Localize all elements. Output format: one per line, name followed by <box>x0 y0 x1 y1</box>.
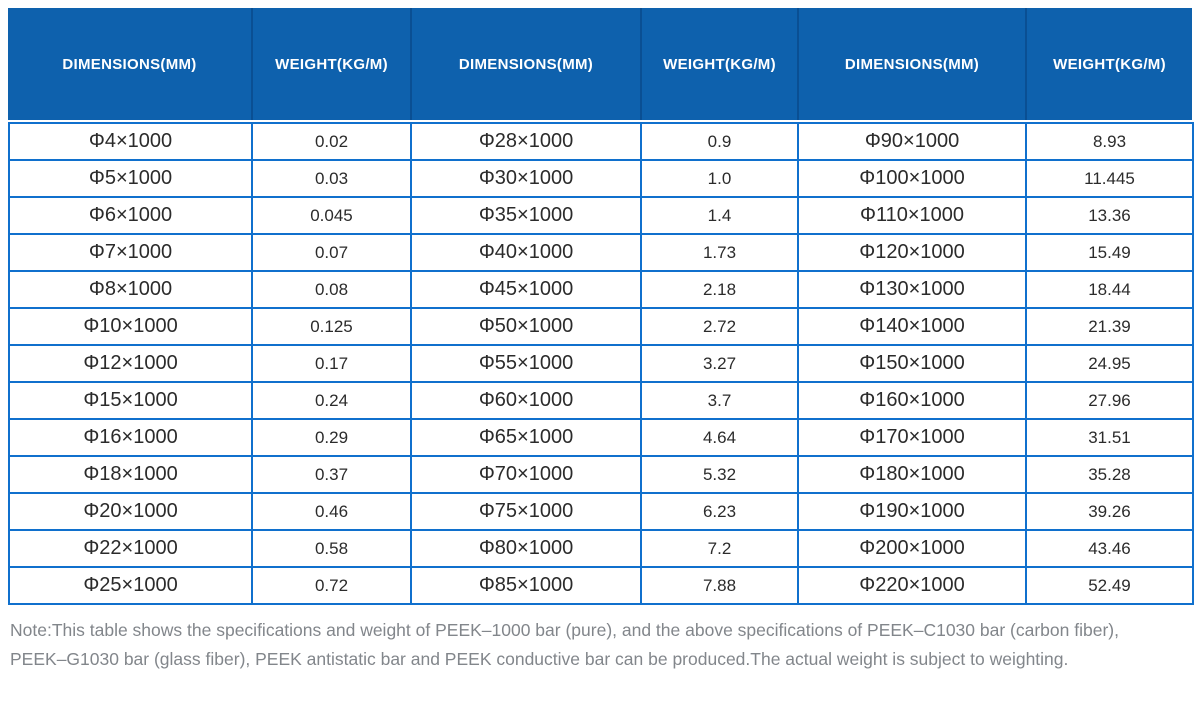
weight-cell: 0.17 <box>252 345 411 382</box>
dimension-cell: Φ45×1000 <box>411 271 641 308</box>
dimension-cell: Φ30×1000 <box>411 160 641 197</box>
table-row <box>9 419 1193 456</box>
weight-cell: 0.03 <box>252 160 411 197</box>
dimension-cell: Φ22×1000 <box>9 530 252 567</box>
dimension-cell: Φ75×1000 <box>411 493 641 530</box>
weight-cell: 0.58 <box>252 530 411 567</box>
dimension-cell: Φ35×1000 <box>411 197 641 234</box>
weight-cell: 0.045 <box>252 197 411 234</box>
column-header-dimensions-1: DIMENSIONS(MM) <box>62 55 197 73</box>
column-header-dimensions-2: DIMENSIONS(MM) <box>410 8 640 120</box>
table-row <box>9 308 1193 345</box>
table-row <box>9 456 1193 493</box>
weight-cell: 1.0 <box>641 160 798 197</box>
table-row <box>9 382 1193 419</box>
dimension-cell: Φ200×1000 <box>798 530 1026 567</box>
weight-cell: 13.36 <box>1026 197 1193 234</box>
table-row <box>9 271 1193 308</box>
weight-cell: 0.37 <box>252 456 411 493</box>
footnote-line-1: Note:This table shows the specifications and weight of PEEK–1000 bar (pure), and the above specifications of PEEK–C1030 bar (carbon fiber), <box>10 620 1119 640</box>
dimension-cell: Φ20×1000 <box>9 493 252 530</box>
spec-table <box>8 122 1194 605</box>
weight-cell: 15.49 <box>1026 234 1193 271</box>
dimension-cell: Φ55×1000 <box>411 345 641 382</box>
weight-cell: 2.18 <box>641 271 798 308</box>
weight-cell: 0.72 <box>252 567 411 604</box>
table-row <box>9 345 1193 382</box>
weight-cell: 0.9 <box>641 123 798 160</box>
table-row <box>9 160 1193 197</box>
weight-cell: 3.27 <box>641 345 798 382</box>
weight-cell: 21.39 <box>1026 308 1193 345</box>
dimension-cell: Φ70×1000 <box>411 456 641 493</box>
weight-cell: 0.46 <box>252 493 411 530</box>
dimension-cell: Φ220×1000 <box>798 567 1026 604</box>
weight-cell: 1.73 <box>641 234 798 271</box>
dimension-cell: Φ6×1000 <box>9 197 252 234</box>
dimension-cell: Φ10×1000 <box>9 308 252 345</box>
dimension-cell: Φ65×1000 <box>411 419 641 456</box>
dimension-cell: Φ8×1000 <box>9 271 252 308</box>
weight-cell: 11.445 <box>1026 160 1193 197</box>
dimension-cell: Φ80×1000 <box>411 530 641 567</box>
dimension-cell: Φ25×1000 <box>9 567 252 604</box>
dimension-cell: Φ15×1000 <box>9 382 252 419</box>
weight-cell: 0.24 <box>252 382 411 419</box>
dimension-cell: Φ12×1000 <box>9 345 252 382</box>
weight-cell: 0.07 <box>252 234 411 271</box>
column-header-weight-2: WEIGHT(KG/M) <box>640 8 797 120</box>
weight-cell: 24.95 <box>1026 345 1193 382</box>
dimension-cell: Φ110×1000 <box>798 197 1026 234</box>
dimension-cell: Φ50×1000 <box>411 308 641 345</box>
dimension-cell: Φ85×1000 <box>411 567 641 604</box>
table-row <box>9 567 1193 604</box>
weight-cell: 35.28 <box>1026 456 1193 493</box>
dimension-cell: Φ160×1000 <box>798 382 1026 419</box>
column-header-dimensions-3: DIMENSIONS(MM) <box>797 8 1025 120</box>
footnote-line-2: PEEK–G1030 bar (glass fiber), PEEK antistatic bar and PEEK conductive bar can be produced.The actual weight is subject to weighting. <box>10 649 1069 669</box>
dimension-cell: Φ28×1000 <box>411 123 641 160</box>
dimension-cell: Φ150×1000 <box>798 345 1026 382</box>
weight-cell: 3.7 <box>641 382 798 419</box>
spec-table-body <box>9 123 1193 604</box>
table-row <box>9 197 1193 234</box>
weight-cell: 7.88 <box>641 567 798 604</box>
table-row <box>9 123 1193 160</box>
weight-cell: 7.2 <box>641 530 798 567</box>
dimension-cell: Φ7×1000 <box>9 234 252 271</box>
dimension-cell: Φ16×1000 <box>9 419 252 456</box>
weight-cell: 27.96 <box>1026 382 1193 419</box>
dimension-cell: Φ60×1000 <box>411 382 641 419</box>
weight-cell: 0.02 <box>252 123 411 160</box>
weight-cell: 8.93 <box>1026 123 1193 160</box>
table-row <box>9 493 1193 530</box>
column-header-weight-3: WEIGHT(KG/M) <box>1025 8 1192 120</box>
dimension-cell: Φ140×1000 <box>798 308 1026 345</box>
weight-cell: 52.49 <box>1026 567 1193 604</box>
dimension-cell: Φ190×1000 <box>798 493 1026 530</box>
dimension-cell: Φ90×1000 <box>798 123 1026 160</box>
dimension-cell: Φ5×1000 <box>9 160 252 197</box>
dimension-cell: Φ120×1000 <box>798 234 1026 271</box>
weight-cell: 4.64 <box>641 419 798 456</box>
dimension-cell: Φ130×1000 <box>798 271 1026 308</box>
table-row <box>9 234 1193 271</box>
dimension-cell: Φ4×1000 <box>9 123 252 160</box>
dimension-cell: Φ100×1000 <box>798 160 1026 197</box>
weight-cell: 18.44 <box>1026 271 1193 308</box>
weight-cell: 5.32 <box>641 456 798 493</box>
weight-cell: 0.29 <box>252 419 411 456</box>
weight-cell: 0.125 <box>252 308 411 345</box>
dimension-cell: Φ40×1000 <box>411 234 641 271</box>
weight-cell: 1.4 <box>641 197 798 234</box>
dimension-cell: Φ180×1000 <box>798 456 1026 493</box>
weight-cell: 0.08 <box>252 271 411 308</box>
weight-cell: 43.46 <box>1026 530 1193 567</box>
table-header <box>8 8 1192 120</box>
dimension-cell: Φ18×1000 <box>9 456 252 493</box>
weight-cell: 39.26 <box>1026 493 1193 530</box>
weight-cell: 2.72 <box>641 308 798 345</box>
weight-cell: 31.51 <box>1026 419 1193 456</box>
column-header-weight-1: WEIGHT(KG/M) <box>251 8 410 120</box>
dimension-cell: Φ170×1000 <box>798 419 1026 456</box>
table-row <box>9 530 1193 567</box>
weight-cell: 6.23 <box>641 493 798 530</box>
footnote <box>8 616 1192 674</box>
